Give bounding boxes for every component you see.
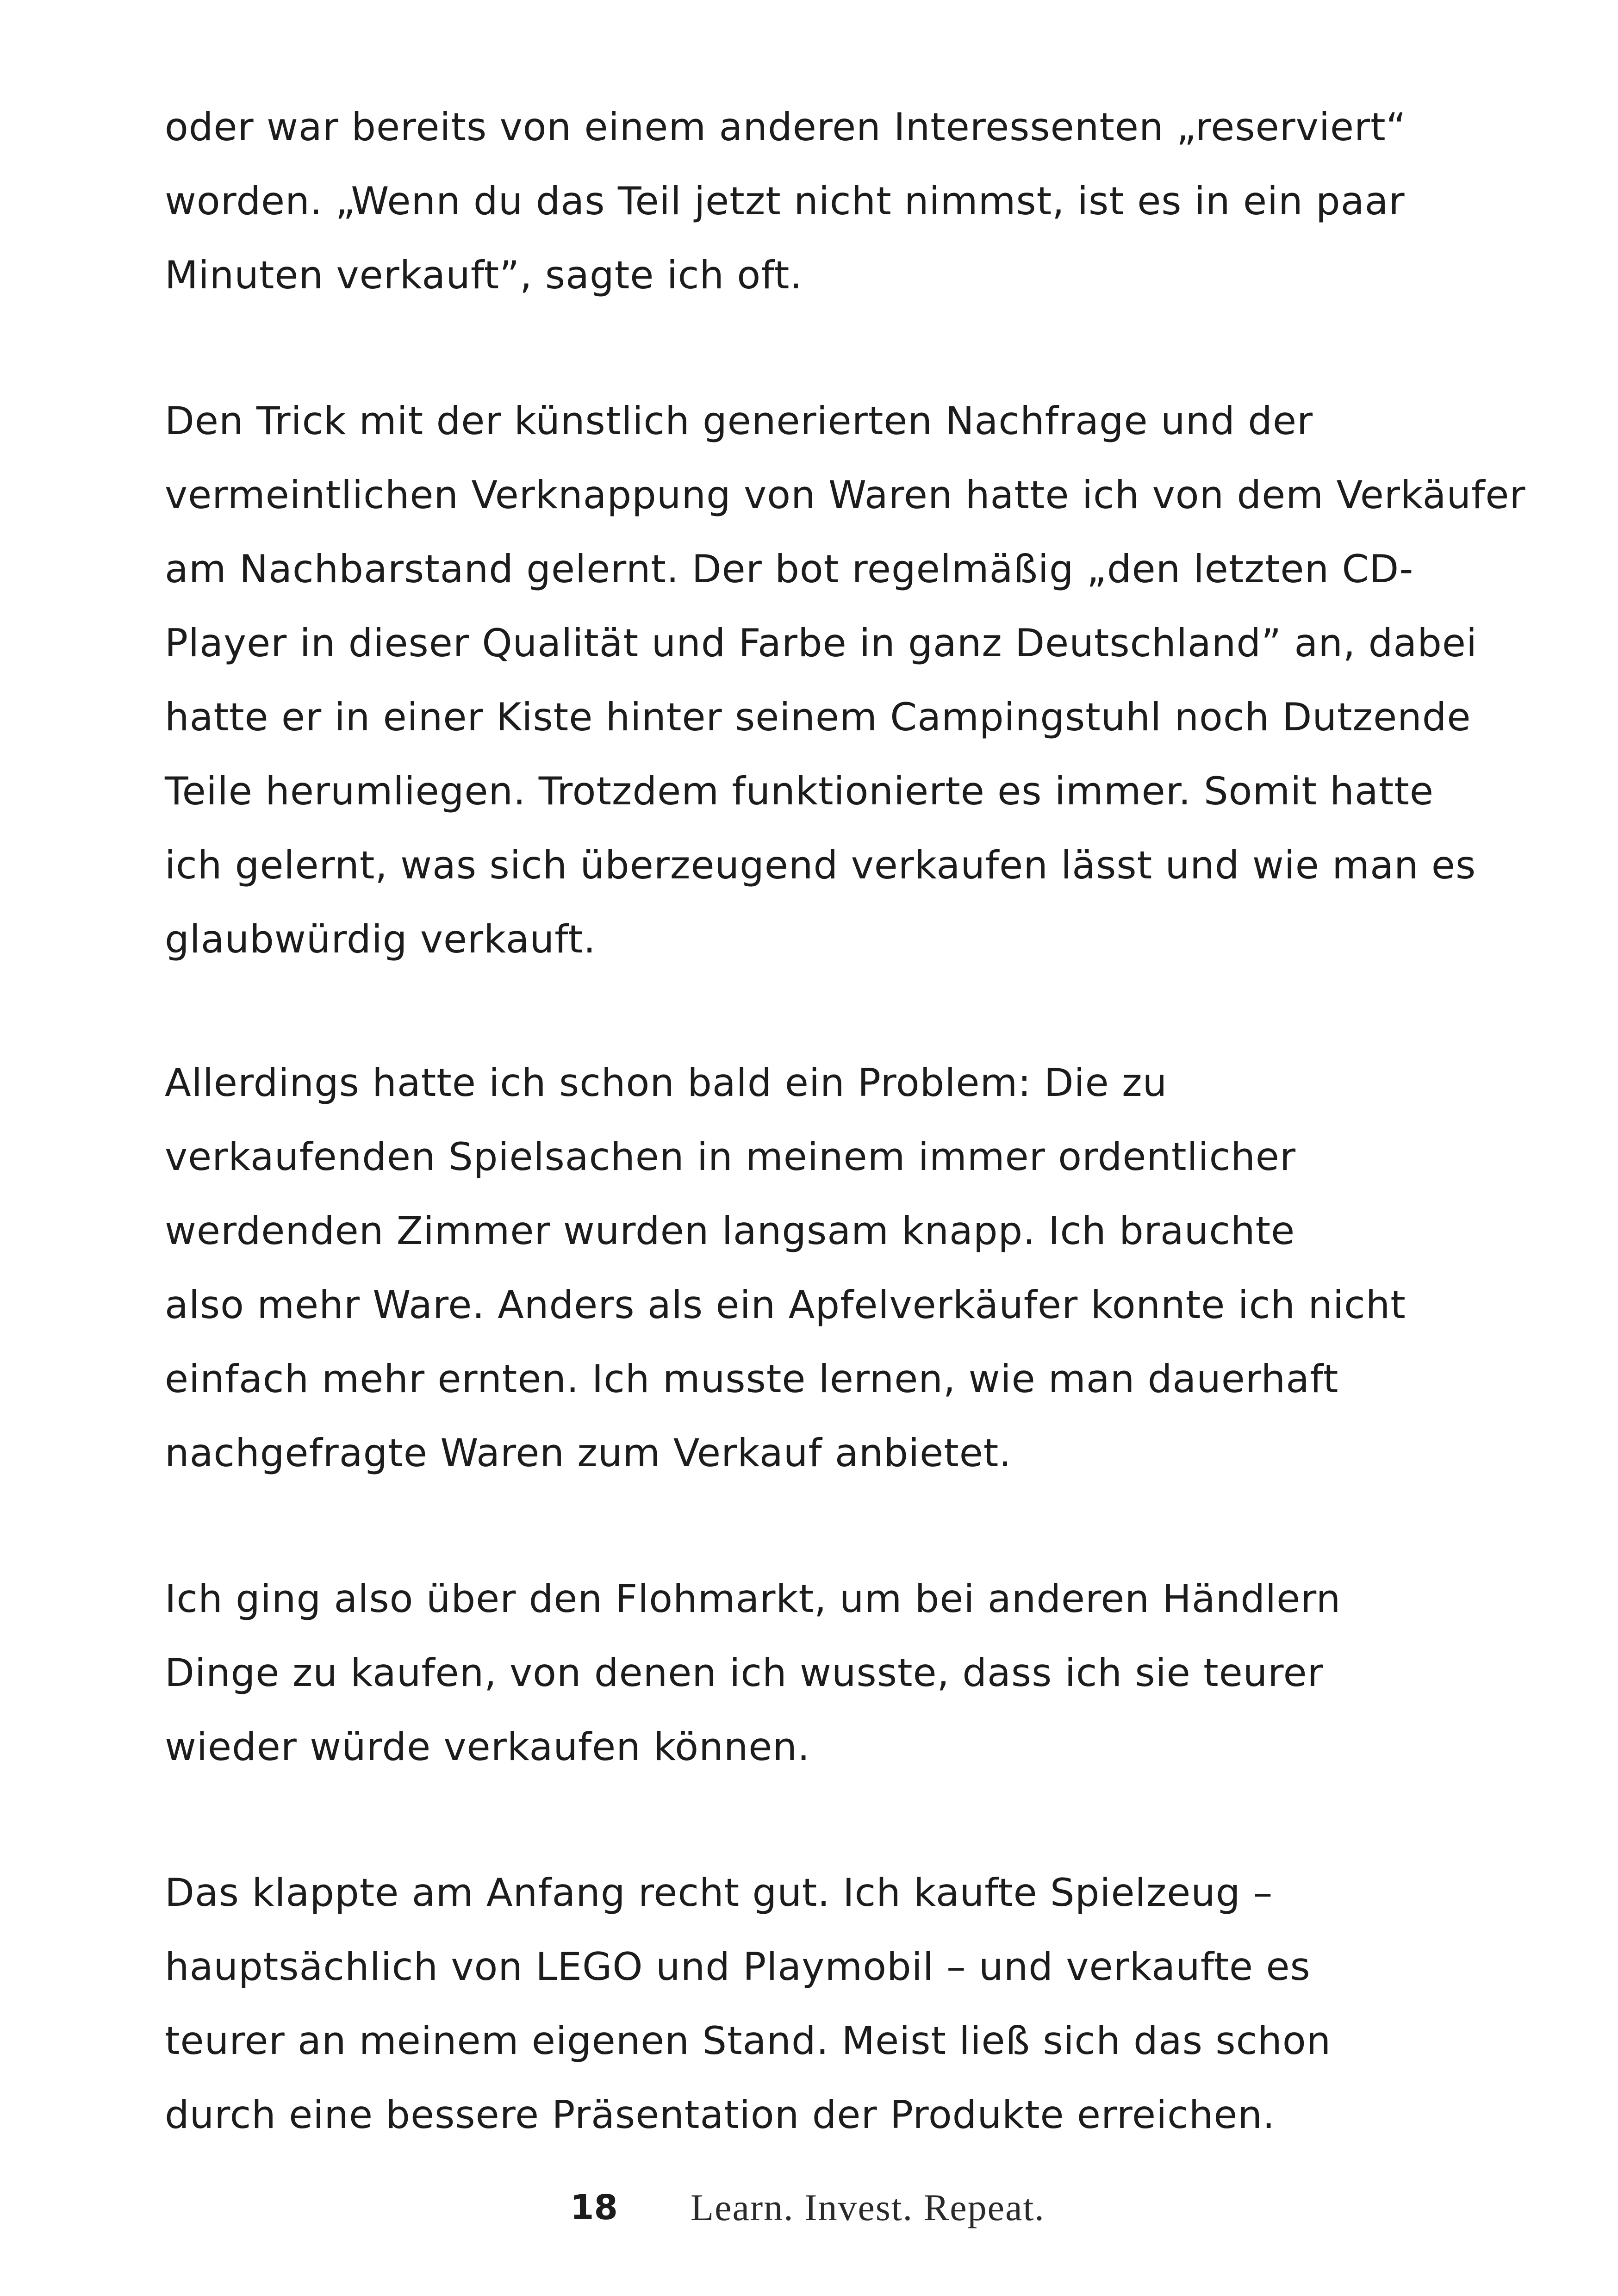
paragraph	[165, 90, 1507, 312]
paragraph	[165, 1856, 1507, 2152]
text-line: Ich ging also über den Flohmarkt, um bei anderen Händlern	[165, 1576, 1341, 1621]
text-line: Das klappte am Anfang recht gut. Ich kaufte Spielzeug –	[165, 1870, 1273, 1915]
page-footer	[0, 2180, 1618, 2235]
text-line: verkaufenden Spielsachen in meinem immer ordentlicher	[165, 1134, 1296, 1179]
text-line: wieder würde verkaufen können.	[165, 1724, 810, 1769]
text-line: einfach mehr ernten. Ich musste lernen, wie man dauerhaft	[165, 1356, 1339, 1401]
running-title: Learn. Invest. Repeat.	[691, 2186, 1045, 2228]
paragraph	[165, 1562, 1507, 1784]
page-number: 18	[570, 2188, 618, 2228]
text-line: am Nachbarstand gelernt. Der bot regelmäßig „den letzten CD-	[165, 547, 1414, 591]
text-line: oder war bereits von einem anderen Interessenten „reserviert“	[165, 105, 1406, 149]
text-line: durch eine bessere Präsentation der Produkte erreichen.	[165, 2092, 1276, 2137]
paragraph	[165, 384, 1526, 977]
text-line: Minuten verkauft”, sagte ich oft.	[165, 253, 803, 298]
text-line: hauptsächlich von LEGO und Playmobil – und verkaufte es	[165, 1944, 1311, 1989]
text-line: worden. „Wenn du das Teil jetzt nicht nimmst, ist es in ein paar	[165, 179, 1405, 224]
paragraph	[165, 1046, 1507, 1490]
text-line: Teile herumliegen. Trotzdem funktionierte es immer. Somit hatte	[165, 769, 1434, 814]
text-line: hatte er in einer Kiste hinter seinem Campingstuhl noch Dutzende	[165, 695, 1471, 740]
text-line: werdenden Zimmer wurden langsam knapp. Ich brauchte	[165, 1208, 1295, 1253]
text-line: Player in dieser Qualität und Farbe in ganz Deutschland” an, dabei	[165, 621, 1478, 666]
text-line: ich gelernt, was sich überzeugend verkaufen lässt und wie man es	[165, 843, 1476, 888]
text-line: Dinge zu kaufen, von denen ich wusste, dass ich sie teurer	[165, 1650, 1324, 1695]
text-line: also mehr Ware. Anders als ein Apfelverkäufer konnte ich nicht	[165, 1282, 1406, 1327]
text-line: teurer an meinem eigenen Stand. Meist ließ sich das schon	[165, 2018, 1332, 2063]
text-line: nachgefragte Waren zum Verkauf anbietet.	[165, 1431, 1012, 1475]
text-line: Den Trick mit der künstlich generierten Nachfrage und der	[165, 398, 1313, 443]
text-line: glaubwürdig verkauft.	[165, 917, 596, 962]
text-line: vermeintlichen Verknappung von Waren hatte ich von dem Verkäufer	[165, 473, 1526, 517]
text-line: Allerdings hatte ich schon bald ein Problem: Die zu	[165, 1060, 1168, 1105]
